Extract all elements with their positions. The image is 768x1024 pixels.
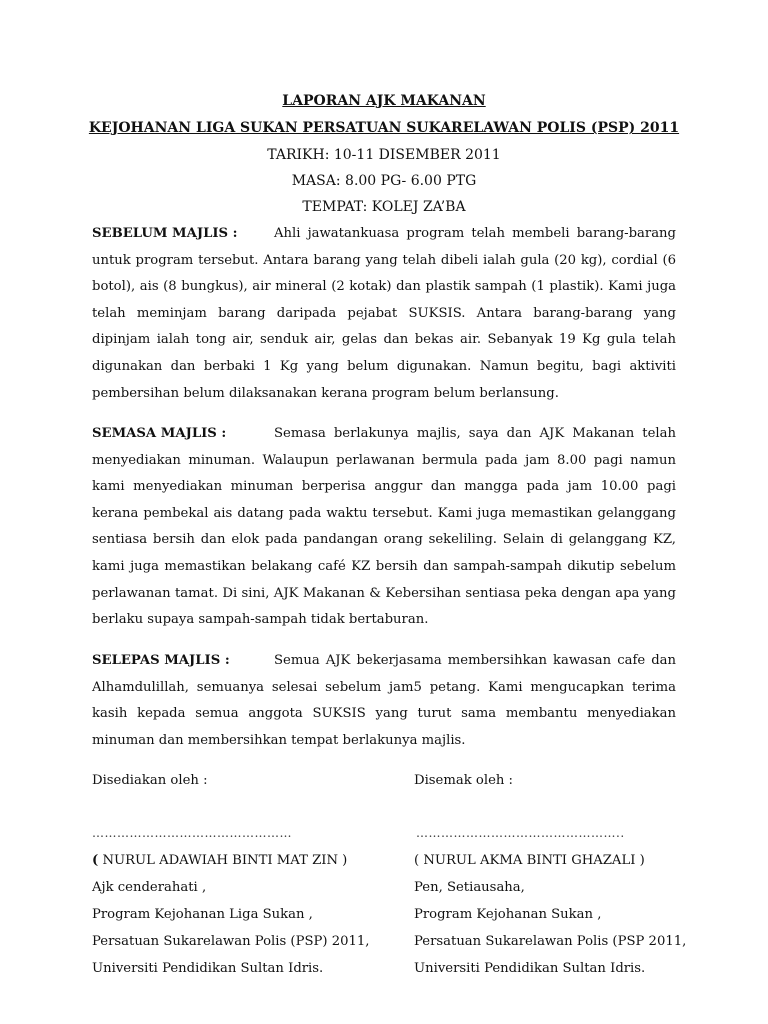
prepared-by-signature-line: ………………………………………… xyxy=(92,826,292,840)
report-date: TARIKH: 10-11 DISEMBER 2011 xyxy=(267,147,501,163)
section-during-text: Semasa berlakunya majlis, saya dan AJK Makanan telah menyediakan minuman. Walaupun perlawanan bermula pada jam 8.00 pagi namun kami menyediakan minuman berperisa anggur dan mangga pada jam 10.00 pagi kerana pembekal ais datang pada waktu tersebut. Kami juga memastikan gelanggang sentiasa bersih dan elok pada pandangan orang sekeliling. Selain di gelanggang KZ, kami juga memastikan belakang café KZ bersih dan sampah-sampah dikutip sebelum perlawanan tamat. Di sini, AJK Makanan & Kebersihan sentiasa peka dengan apa yang berlaku supaya sampah-sampah tidak bertaburan. xyxy=(92,426,676,628)
prepared-by-program: Program Kejohanan Liga Sukan , xyxy=(92,907,313,922)
prepared-by-university: Universiti Pendidikan Sultan Idris. xyxy=(92,961,324,976)
checked-by-name: ( NURUL AKMA BINTI GHAZALI ) xyxy=(414,853,645,868)
section-after xyxy=(92,648,676,754)
section-before-text: Ahli jawatankuasa program telah membeli barang-barang untuk program tersebut. Antara barang yang telah dibeli ialah gula (20 kg), cordial (6 botol), ais (8 bungkus), air mineral (2 kotak) dan plastik sampah (1 plastik). Kami juga telah meminjam barang daripada pejabat SUKSIS. Antara barang-barang yang dipinjam ialah tong air, senduk air, gelas dan bekas air. Sebanyak 19 Kg gula telah digunakan dan berbaki 1 Kg yang belum digunakan. Namun begitu, bagi aktiviti pembersihan belum dilaksanakan kerana program belum berlansung. xyxy=(92,226,676,401)
section-before xyxy=(92,221,676,407)
checked-by-university: Universiti Pendidikan Sultan Idris. xyxy=(414,961,646,976)
checked-by-role: Pen, Setiausaha, xyxy=(414,880,525,895)
prepared-by-organization: Persatuan Sukarelawan Polis (PSP) 2011, xyxy=(92,934,370,949)
checked-by-signature-line: ………………………………………….. xyxy=(416,826,625,840)
section-after-text: Semua AJK bekerjasama membersihkan kawasan cafe dan Alhamdulillah, semuanya selesai sebelum jam5 petang. Kami mengucapkan terima kasih kepada semua anggota SUKSIS yang turut sama membantu menyediakan minuman dan membersihkan tempat berlakunya majlis. xyxy=(92,653,676,748)
checked-by-details xyxy=(414,847,686,982)
section-during xyxy=(92,421,676,634)
report-venue: TEMPAT: KOLEJ ZA’BA xyxy=(302,199,466,215)
checked-by-organization: Persatuan Sukarelawan Polis (PSP 2011, xyxy=(414,934,687,949)
prepared-by-name: ( NURUL ADAWIAH BINTI MAT ZIN ) xyxy=(92,853,348,868)
checked-by-program: Program Kejohanan Sukan , xyxy=(414,907,602,922)
checked-by-label: Disemak oleh : xyxy=(414,773,514,788)
report-subtitle: KEJOHANAN LIGA SUKAN PERSATUAN SUKARELAWAN POLIS (PSP) 2011 xyxy=(88,120,680,136)
section-during-heading: SEMASA MAJLIS : xyxy=(92,426,227,441)
prepared-by-role: Ajk cenderahati , xyxy=(92,880,207,895)
prepared-by-label: Disediakan oleh : xyxy=(92,773,208,788)
section-before-heading: SEBELUM MAJLIS : xyxy=(92,226,238,241)
report-time: MASA: 8.00 PG- 6.00 PTG xyxy=(291,173,477,189)
report-title: LAPORAN AJK MAKANAN xyxy=(282,93,486,109)
section-after-heading: SELEPAS MAJLIS : xyxy=(92,653,230,668)
prepared-by-details xyxy=(92,847,369,982)
